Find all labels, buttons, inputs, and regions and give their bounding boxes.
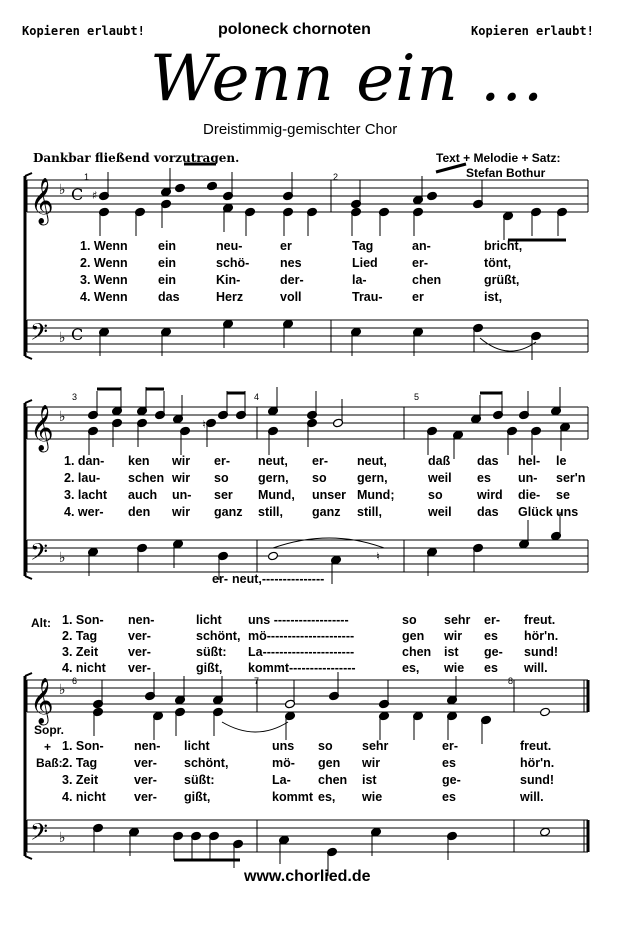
lyric-syllable: wird: [477, 488, 503, 502]
lyric-syllable: Kin-: [216, 273, 241, 287]
measure-number: 2: [333, 172, 339, 182]
lyric-syllable: Tag: [352, 239, 374, 253]
lyric-syllable: uns ------------------: [248, 613, 349, 627]
half-note: [540, 707, 551, 717]
lyric-syllable: kommt: [272, 790, 313, 804]
lyric-syllable: es,: [402, 661, 420, 675]
lyric-syllable: er-: [312, 454, 328, 468]
lyric-syllable: ist: [362, 773, 377, 787]
lyric-syllable: kommt----------------: [248, 661, 356, 675]
lyric-syllable: schönt,: [184, 756, 229, 770]
lyric-syllable: gen: [402, 629, 425, 643]
flat-icon: ♭: [59, 682, 66, 698]
common-time-icon: C: [71, 325, 84, 344]
half-note: [540, 827, 551, 837]
lyric-syllable: voll: [280, 290, 302, 304]
lyric-syllable: so: [312, 471, 327, 485]
flat-icon: ♭: [59, 830, 66, 846]
lyric-syllable: das: [158, 290, 180, 304]
lyric-syllable: ver-: [128, 645, 151, 659]
system-bracket: [25, 400, 32, 403]
lyric-syllable: le: [556, 454, 567, 468]
flat-icon: ♭: [59, 409, 66, 425]
measure-number: 6: [72, 676, 78, 686]
lyric-syllable: der-: [280, 273, 304, 287]
lyric-syllable: ge-: [484, 645, 503, 659]
credit-line-2: Stefan Bothur: [466, 166, 546, 180]
lyric-syllable: neut,: [357, 454, 387, 468]
lyric-syllable: unser: [312, 488, 347, 502]
lyric-syllable: hör'n.: [524, 629, 559, 643]
lyric-syllable: er: [412, 290, 424, 304]
lyric-syllable: ken: [128, 454, 150, 468]
quarter-note: [427, 191, 438, 201]
lyric-syllable: 3. Wenn: [80, 273, 128, 287]
lyric-syllable: chen: [318, 773, 348, 787]
lyric-syllable: Glück: [518, 505, 553, 519]
lyric-syllable: weil: [428, 471, 452, 485]
lyric-syllable: so: [402, 613, 417, 627]
song-title: Wenn ein ...: [150, 42, 545, 116]
lyric-syllable: wir: [444, 629, 463, 643]
bass-staff: [27, 320, 588, 352]
bass-staff: [27, 820, 588, 852]
bass-clef-icon: 𝄢: [30, 318, 49, 351]
treble-clef-icon: 𝄞: [30, 678, 54, 724]
lyric-syllable: ver-: [134, 756, 157, 770]
lyric-syllable: bricht,: [484, 239, 523, 253]
quarter-note: [207, 181, 218, 191]
lyric-syllable: es,: [318, 790, 336, 804]
lyric-syllable: freut.: [524, 613, 556, 627]
lyric-syllable: neut,---------------: [232, 572, 325, 586]
lyric-syllable: er: [280, 239, 292, 253]
lyric-syllable: wir: [362, 756, 381, 770]
flat-icon: ♭: [59, 182, 66, 198]
lyric-syllable: ver-: [134, 773, 157, 787]
lyric-syllable: ver-: [128, 629, 151, 643]
lyric-syllable: wie: [362, 790, 383, 804]
lyric-syllable: Trau-: [352, 290, 383, 304]
measure-number: 7: [254, 676, 260, 686]
credit-line-1: Text + Melodie + Satz:: [436, 151, 561, 165]
lyric-syllable: ein: [158, 256, 177, 270]
sharp-icon: ♯: [92, 189, 98, 202]
lyric-syllable: Herz: [216, 290, 244, 304]
lyric-syllable: süßt:: [196, 645, 227, 659]
lyric-syllable: 3. lacht: [64, 488, 108, 502]
system-bracket: [25, 173, 32, 176]
lyric-syllable: wir: [172, 505, 191, 519]
lyric-syllable: will.: [524, 661, 548, 675]
alto-label: Alt:: [31, 616, 51, 630]
lyric-syllable: chen: [412, 273, 442, 287]
system-bracket: [25, 856, 32, 859]
system-bracket: [25, 576, 32, 579]
lyric-syllable: tönt,: [484, 256, 512, 270]
lyric-syllable: 4. wer-: [64, 505, 104, 519]
lyric-syllable: gen: [318, 756, 341, 770]
lyric-syllable: 2. Tag: [62, 629, 98, 643]
lyric-syllable: ge-: [442, 773, 461, 787]
lyric-syllable: freut.: [520, 739, 552, 753]
lyric-syllable: mö---------------------: [248, 629, 355, 643]
lyric-syllable: ist,: [484, 290, 503, 304]
lyric-syllable: die-: [518, 488, 541, 502]
lyric-syllable: sehr: [362, 739, 389, 753]
lyric-syllable: 4. nicht: [62, 661, 106, 675]
lyric-syllable: er-: [484, 613, 500, 627]
bass-label: Baß:: [36, 756, 63, 770]
lyric-syllable: wir: [172, 471, 191, 485]
lyric-syllable: so: [214, 471, 229, 485]
lyric-syllable: gißt,: [196, 661, 223, 675]
lyric-syllable: gern,: [357, 471, 388, 485]
lyric-syllable: Mund;: [357, 488, 395, 502]
lyric-syllable: es: [484, 629, 498, 643]
measure-number: 8: [508, 676, 514, 686]
lyric-syllable: licht: [196, 613, 222, 627]
lyric-syllable: gern,: [258, 471, 289, 485]
lyric-syllable: gißt,: [184, 790, 211, 804]
lyric-syllable: schö-: [216, 256, 250, 270]
lyric-syllable: wie: [444, 661, 465, 675]
subtitle: Dreistimmig-gemischter Chor: [203, 121, 398, 138]
brand-label: poloneck chornoten: [218, 21, 371, 38]
lyric-syllable: es: [442, 790, 456, 804]
measure-number: 3: [72, 392, 78, 402]
lyric-syllable: chen: [402, 645, 432, 659]
flat-icon: ♭: [59, 330, 66, 346]
lyric-syllable: Mund,: [258, 488, 295, 502]
system-bracket: [25, 673, 32, 676]
common-time-icon: C: [71, 185, 84, 204]
lyric-syllable: la-: [352, 273, 367, 287]
lyric-syllable: neu-: [216, 239, 243, 253]
half-note: [268, 551, 279, 561]
lyric-syllable: an-: [412, 239, 431, 253]
lyric-syllable: es: [442, 756, 456, 770]
lyric-syllable: uns: [272, 739, 295, 753]
lyric-syllable: auch: [128, 488, 158, 502]
lyric-syllable: neut,: [258, 454, 288, 468]
natural-icon: ♮: [376, 550, 380, 563]
lyric-syllable: nen-: [134, 739, 161, 753]
lyric-syllable: hel-: [518, 454, 541, 468]
copy-note-left: Kopieren erlaubt!: [22, 24, 145, 38]
measure-number: 4: [254, 392, 260, 402]
lyric-syllable: das: [477, 505, 499, 519]
lyric-syllable: nen-: [128, 613, 155, 627]
lyric-syllable: mö-: [272, 756, 295, 770]
lyric-syllable: nes: [280, 256, 302, 270]
lyric-syllable: schen: [128, 471, 165, 485]
lyric-syllable: 4. Wenn: [80, 290, 128, 304]
lyric-syllable: 1. Son-: [62, 739, 104, 753]
lyric-syllable: La-: [272, 773, 291, 787]
lyric-syllable: sund!: [524, 645, 559, 659]
bass-staff: [27, 540, 588, 572]
lyric-syllable: sund!: [520, 773, 555, 787]
treble-staff: [27, 180, 588, 212]
lyric-syllable: still,: [357, 505, 383, 519]
bass-clef-icon: 𝄢: [30, 818, 49, 851]
lyric-syllable: ser'n: [556, 471, 586, 485]
lyric-syllable: grüßt,: [484, 273, 520, 287]
measure-number: 5: [414, 392, 420, 402]
lyric-syllable: 2. Tag: [62, 756, 98, 770]
lyric-syllable: 1. Wenn: [80, 239, 128, 253]
lyric-syllable: ser: [214, 488, 233, 502]
lyric-syllable: er-: [212, 572, 228, 586]
lyric-syllable: 1. dan-: [64, 454, 105, 468]
lyric-syllable: ganz: [312, 505, 341, 519]
lyric-syllable: ganz: [214, 505, 243, 519]
lyric-syllable: still,: [258, 505, 284, 519]
copy-note-right: Kopieren erlaubt!: [471, 24, 594, 38]
lyric-syllable: un-: [518, 471, 538, 485]
treble-clef-icon: 𝄞: [30, 405, 54, 451]
lyric-syllable: so: [318, 739, 333, 753]
lyric-syllable: es: [477, 471, 491, 485]
lyric-syllable: er-: [412, 256, 428, 270]
lyric-syllable: das: [477, 454, 499, 468]
flat-icon: ♭: [59, 550, 66, 566]
lyric-syllable: un-: [172, 488, 192, 502]
tie-curve: [480, 338, 536, 351]
lyric-syllable: 3. Zeit: [62, 645, 99, 659]
lyric-syllable: Lied: [352, 256, 378, 270]
lyric-syllable: wir: [172, 454, 191, 468]
lyric-syllable: schönt,: [196, 629, 241, 643]
lyric-syllable: süßt:: [184, 773, 215, 787]
lyric-syllable: er-: [214, 454, 230, 468]
lyric-syllable: 2. Wenn: [80, 256, 128, 270]
measure-number: 1: [84, 172, 90, 182]
lyric-syllable: weil: [428, 505, 452, 519]
lyric-syllable: 3. Zeit: [62, 773, 99, 787]
tempo-marking: Dankbar fließend vorzutragen.: [33, 151, 240, 165]
lyric-syllable: 2. lau-: [64, 471, 101, 485]
lyric-syllable: er-: [442, 739, 458, 753]
lyric-syllable: will.: [520, 790, 544, 804]
lyric-syllable: 1. Son-: [62, 613, 104, 627]
lyric-syllable: ein: [158, 239, 177, 253]
lyric-syllable: es: [484, 661, 498, 675]
lyric-syllable: hör'n.: [520, 756, 555, 770]
lyric-syllable: ver-: [128, 661, 151, 675]
lyric-syllable: se: [556, 488, 570, 502]
lyric-syllable: La----------------------: [248, 645, 355, 659]
treble-clef-icon: 𝄞: [30, 178, 54, 224]
lyric-syllable: sehr: [444, 613, 471, 627]
lyric-syllable: uns: [556, 505, 579, 519]
lyric-syllable: ein: [158, 273, 177, 287]
note-beam: [436, 164, 466, 172]
quarter-note: [175, 183, 186, 193]
treble-staff: [27, 680, 588, 712]
system-bracket: [25, 356, 32, 359]
lyric-syllable: so: [428, 488, 443, 502]
natural-icon: ♮: [202, 418, 206, 431]
lyric-syllable: ver-: [134, 790, 157, 804]
footer-url[interactable]: www.chorlied.de: [244, 868, 371, 885]
tie-curve: [222, 722, 288, 732]
bass-clef-icon: 𝄢: [30, 538, 49, 571]
soprano-label: Sopr.: [34, 723, 65, 737]
lyric-syllable: daß: [428, 454, 451, 468]
lyric-syllable: den: [128, 505, 151, 519]
plus-label: +: [44, 740, 52, 754]
lyric-syllable: licht: [184, 739, 210, 753]
lyric-syllable: ist: [444, 645, 459, 659]
lyric-syllable: 4. nicht: [62, 790, 106, 804]
